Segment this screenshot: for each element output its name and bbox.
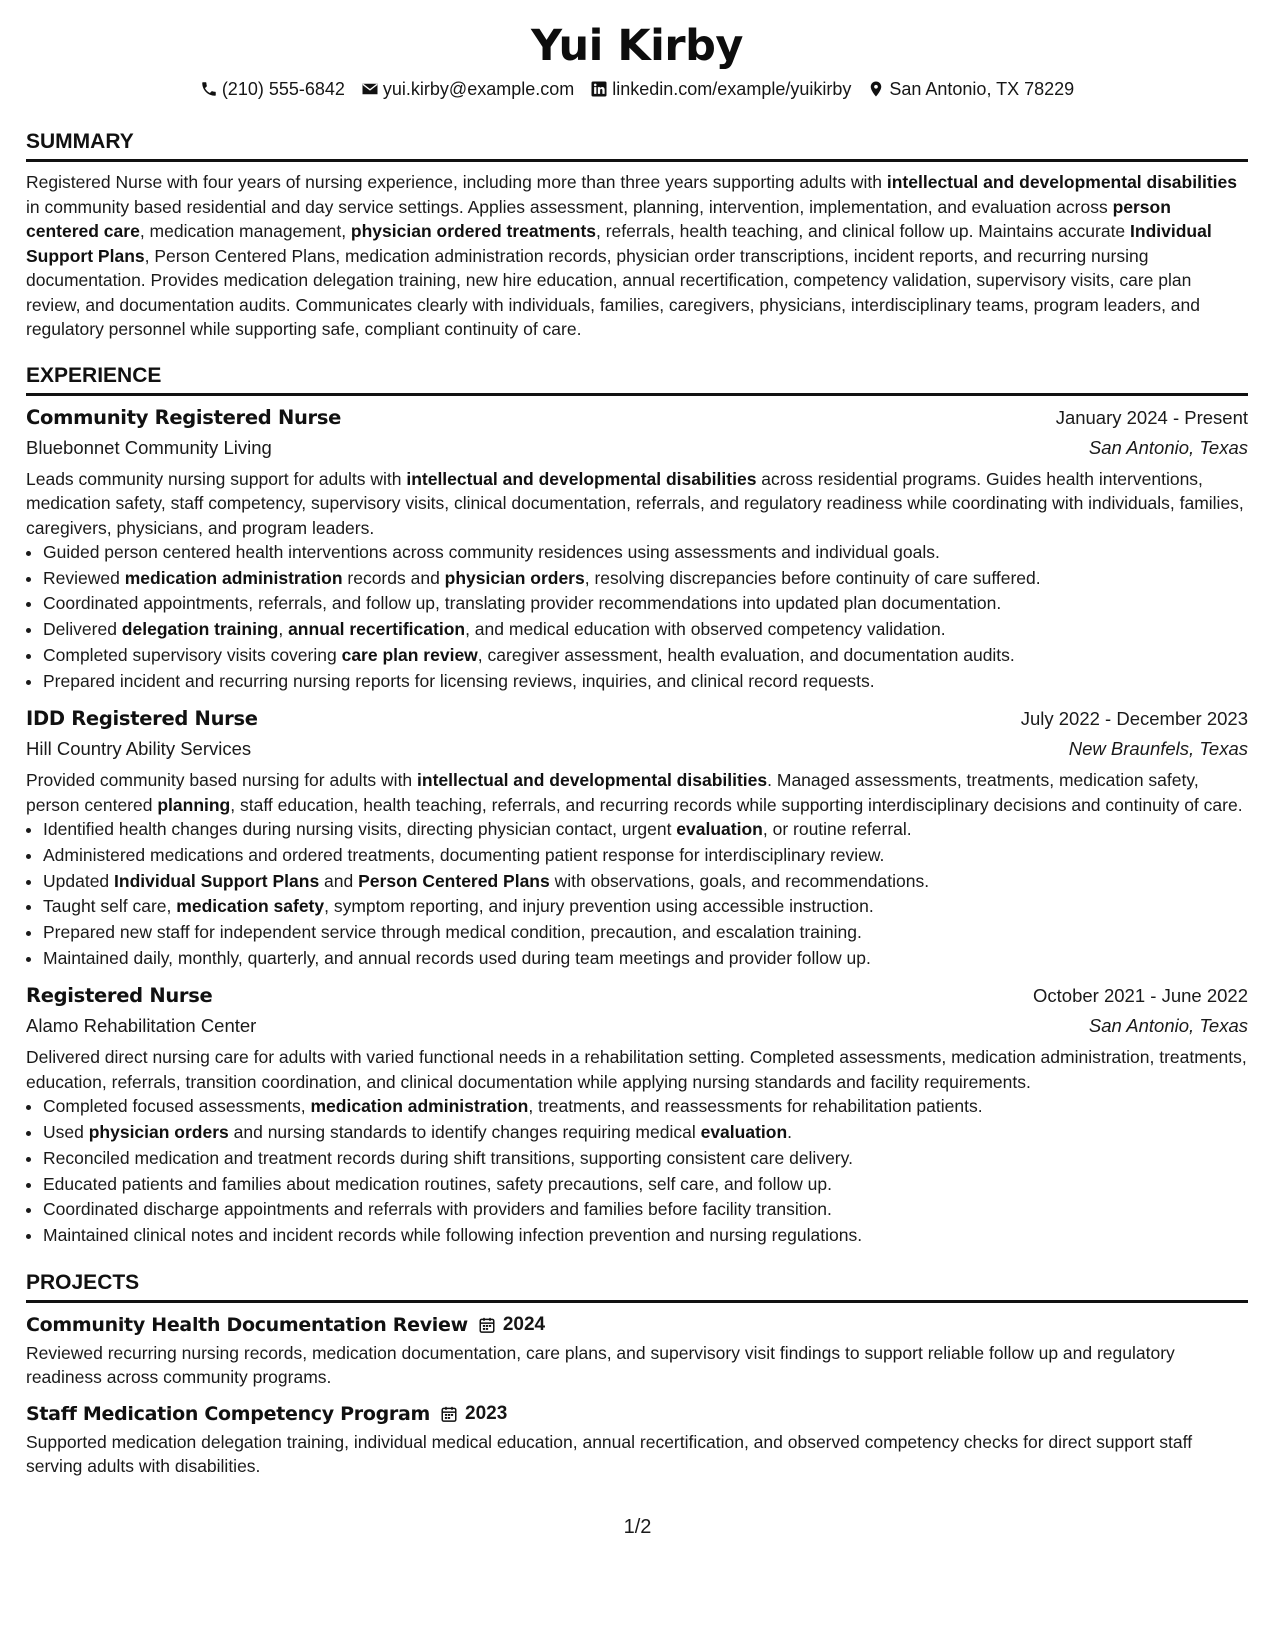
job-company: Hill Country Ability Services xyxy=(26,738,252,760)
bold-phrase: intellectual and developmental disabilities xyxy=(406,468,757,489)
bullet-item xyxy=(43,540,1248,566)
bullet-item xyxy=(43,591,1248,617)
contact-linkedin-text: linkedin.com/example/yuikirby xyxy=(612,79,852,99)
job-location: New Braunfels, Texas xyxy=(1068,738,1248,760)
calendar-icon xyxy=(440,1405,458,1423)
phone-icon xyxy=(200,80,218,98)
text-run: , treatments, and reassessments for rehabilitation patients. xyxy=(528,1096,983,1117)
bullet-item xyxy=(43,946,1248,972)
text-run: Identified health changes during nursing visits, directing physician contact, urgent xyxy=(43,819,677,840)
bold-phrase: Individual Support Plans xyxy=(114,870,320,891)
bold-phrase: planning xyxy=(157,794,231,815)
summary-heading: SUMMARY xyxy=(26,128,1248,162)
contact-phone-text: (210) 555-6842 xyxy=(221,79,345,99)
map-pin-icon xyxy=(867,80,885,98)
bullet-item xyxy=(43,617,1248,643)
bold-phrase: evaluation xyxy=(700,1122,788,1143)
resume-page xyxy=(26,18,1248,1479)
job-company: Bluebonnet Community Living xyxy=(26,436,272,458)
candidate-name: Yui Kirby xyxy=(531,21,743,71)
text-run: Taught self care, xyxy=(43,896,177,917)
project-date xyxy=(478,1311,545,1339)
bold-phrase: person centered care xyxy=(26,196,1171,241)
contact-bar xyxy=(26,76,1248,102)
bold-phrase: evaluation xyxy=(676,819,763,840)
job-bullets xyxy=(26,1094,1248,1248)
contact-location-text: San Antonio, TX 78229 xyxy=(889,79,1075,99)
text-run: , Person Centered Plans, medication administration records, physician order transcriptions, incident reports, and recurring nursing documentation. Provides medication delegation training, new hire education, annual recertification, competency validation, supervisory visits, care plan review, and documentation audits. Communicates clearly with individuals, families, caregivers, physicians, interdisciplinary teams, program leaders, and regulatory personnel while supporting safe, compliant continuity of care. xyxy=(26,245,1201,339)
bullet-item xyxy=(43,669,1248,695)
text-run: in community based residential and day service settings. Applies assessment, planning, intervention, implementation, and evaluation across xyxy=(26,196,1113,217)
text-run: Completed supervisory visits covering xyxy=(43,644,342,665)
text-run: Reconciled medication and treatment records during shift transitions, supporting consistent care delivery. xyxy=(43,1147,853,1168)
text-run: , and medical education with observed competency validation. xyxy=(465,619,946,640)
bold-phrase: medication safety xyxy=(176,896,325,917)
job-location: San Antonio, Texas xyxy=(1088,436,1248,458)
text-run: , staff education, health teaching, referrals, and recurring records while supporting interdisciplinary decisions and continuity of care. xyxy=(230,794,1243,815)
bullet-item xyxy=(43,894,1248,920)
text-run: across residential programs. Guides health interventions, medication safety, staff competency, supervisory visits, clinical documentation, referrals, and regulatory readiness while coordinating with individuals, families, caregivers, physicians, and program leaders. xyxy=(26,468,1244,538)
job-dates: January 2024 - Present xyxy=(1055,406,1248,428)
bullet-item xyxy=(43,1223,1248,1249)
job-description xyxy=(26,467,1248,541)
text-run: Completed focused assessments, xyxy=(43,1096,311,1117)
bullet-item xyxy=(43,869,1248,895)
text-run: , caregiver assessment, health evaluation, and documentation audits. xyxy=(477,644,1015,665)
text-run: Administered medications and ordered treatments, documenting patient response for interdisciplinary review. xyxy=(43,844,885,865)
job-description xyxy=(26,1045,1248,1094)
job-entry-1 xyxy=(26,403,1248,695)
bold-phrase: care plan review xyxy=(341,644,478,665)
project-entry-2 xyxy=(26,1400,1248,1479)
text-run: Coordinated appointments, referrals, and follow up, translating provider recommendations into updated plan documentation. xyxy=(43,593,1002,614)
experience-heading: EXPERIENCE xyxy=(26,362,1248,396)
bold-phrase: physician orders xyxy=(88,1122,229,1143)
contact-email[interactable] xyxy=(361,76,574,102)
bullet-item xyxy=(43,643,1248,669)
text-run: , xyxy=(278,619,289,640)
bold-phrase: medication administration xyxy=(310,1096,529,1117)
linkedin-icon xyxy=(590,80,608,98)
bullet-item xyxy=(43,1197,1248,1223)
text-run: Guided person centered health interventions across community residences using assessments and individual goals. xyxy=(43,542,940,562)
job-description xyxy=(26,768,1248,817)
job-company: Alamo Rehabilitation Center xyxy=(26,1015,257,1037)
project-description: Supported medication delegation training, individual medical education, annual recertification, and observed competency checks for direct support staff serving adults with disabilities. xyxy=(26,1431,1193,1477)
text-run: Educated patients and families about medication routines, safety precautions, self care, and follow up. xyxy=(43,1173,832,1194)
bold-phrase: physician ordered treatments xyxy=(350,221,596,241)
bullet-item xyxy=(43,1120,1248,1146)
text-run: Provided community based nursing for adults with xyxy=(26,770,418,791)
bold-phrase: medication administration xyxy=(124,567,343,588)
project-date xyxy=(440,1400,507,1428)
job-title: IDD Registered Nurse xyxy=(26,707,258,731)
text-run: Registered Nurse with four years of nursing experience, including more than three years supporting adults with xyxy=(26,172,887,192)
projects-heading: PROJECTS xyxy=(26,1269,1248,1303)
text-run: , symptom reporting, and injury prevention using accessible instruction. xyxy=(324,896,874,917)
text-run: and nursing standards to identify changes requiring medical xyxy=(228,1122,701,1143)
text-run: , or routine referral. xyxy=(762,819,912,840)
text-run: and xyxy=(319,870,359,891)
bold-phrase: Individual Support Plans xyxy=(26,221,1212,266)
job-title: Registered Nurse xyxy=(26,984,213,1008)
job-dates: October 2021 - June 2022 xyxy=(1033,985,1248,1007)
text-run: Used xyxy=(43,1122,89,1143)
page-number: 1/2 xyxy=(623,1516,652,1538)
bullet-item xyxy=(43,817,1248,843)
bullet-item xyxy=(43,920,1248,946)
text-run: Coordinated discharge appointments and referrals with providers and families before facility transition. xyxy=(43,1199,832,1220)
bullet-item xyxy=(43,1146,1248,1172)
text-run: . xyxy=(787,1122,793,1143)
bullet-item xyxy=(43,1172,1248,1198)
project-entry-1 xyxy=(26,1311,1248,1390)
project-year: 2023 xyxy=(465,1402,508,1424)
summary-text xyxy=(26,170,1248,342)
job-title: Community Registered Nurse xyxy=(26,405,342,429)
bold-phrase: Person Centered Plans xyxy=(358,870,550,891)
bullet-item xyxy=(43,566,1248,592)
calendar-icon xyxy=(478,1316,496,1334)
project-title: Community Health Documentation Review xyxy=(26,1313,468,1336)
text-run: Prepared new staff for independent service through medical condition, precaution, and escalation training. xyxy=(43,922,862,943)
text-run: , referrals, health teaching, and clinical follow up. Maintains accurate xyxy=(596,221,1131,241)
contact-location xyxy=(867,76,1074,102)
project-year: 2024 xyxy=(502,1313,546,1335)
project-description: Reviewed recurring nursing records, medication documentation, care plans, and supervisory visit findings to support reliable follow up and regulatory readiness across community programs. xyxy=(26,1342,1175,1388)
text-run: Updated xyxy=(43,870,115,891)
text-run: Maintained daily, monthly, quarterly, and annual records used during team meetings and provider follow up. xyxy=(43,947,871,968)
project-title: Staff Medication Competency Program xyxy=(26,1402,430,1425)
job-bullets xyxy=(26,540,1248,694)
bullet-item xyxy=(43,843,1248,869)
job-location: San Antonio, Texas xyxy=(1088,1015,1248,1037)
bold-phrase: intellectual and developmental disabilities xyxy=(886,172,1237,192)
text-run: Reviewed xyxy=(43,567,125,588)
text-run: Prepared incident and recurring nursing reports for licensing reviews, inquiries, and clinical record requests. xyxy=(43,670,875,691)
job-entry-3 xyxy=(26,981,1248,1248)
bullet-item xyxy=(43,1094,1248,1120)
text-run: with observations, goals, and recommendations. xyxy=(549,870,930,891)
job-entry-2 xyxy=(26,704,1248,971)
contact-email-text: yui.kirby@example.com xyxy=(382,79,575,99)
text-run: Maintained clinical notes and incident records while following infection prevention and nursing regulations. xyxy=(43,1224,863,1245)
text-run: Delivered direct nursing care for adults with varied functional needs in a rehabilitation setting. Completed assessments, medication administration, treatments, education, referrals, transition coordination, and clinical documentation while applying nursing standards and facility requirements. xyxy=(26,1047,1247,1092)
contact-phone[interactable] xyxy=(200,76,345,102)
bold-phrase: annual recertification xyxy=(288,619,466,640)
text-run: , resolving discrepancies before continuity of care suffered. xyxy=(584,567,1041,588)
bold-phrase: physician orders xyxy=(444,567,585,588)
text-run: Leads community nursing support for adults with xyxy=(26,468,407,489)
envelope-icon xyxy=(361,80,379,98)
contact-linkedin[interactable] xyxy=(590,76,851,102)
bold-phrase: delegation training xyxy=(121,619,279,640)
text-run: Delivered xyxy=(43,619,122,640)
text-run: . Managed assessments, treatments, medication safety, person centered xyxy=(26,770,1199,815)
bold-phrase: intellectual and developmental disabilities xyxy=(417,770,768,791)
job-bullets xyxy=(26,817,1248,971)
text-run: , medication management, xyxy=(139,221,351,241)
job-dates: July 2022 - December 2023 xyxy=(1020,708,1248,730)
text-run: records and xyxy=(342,567,445,588)
